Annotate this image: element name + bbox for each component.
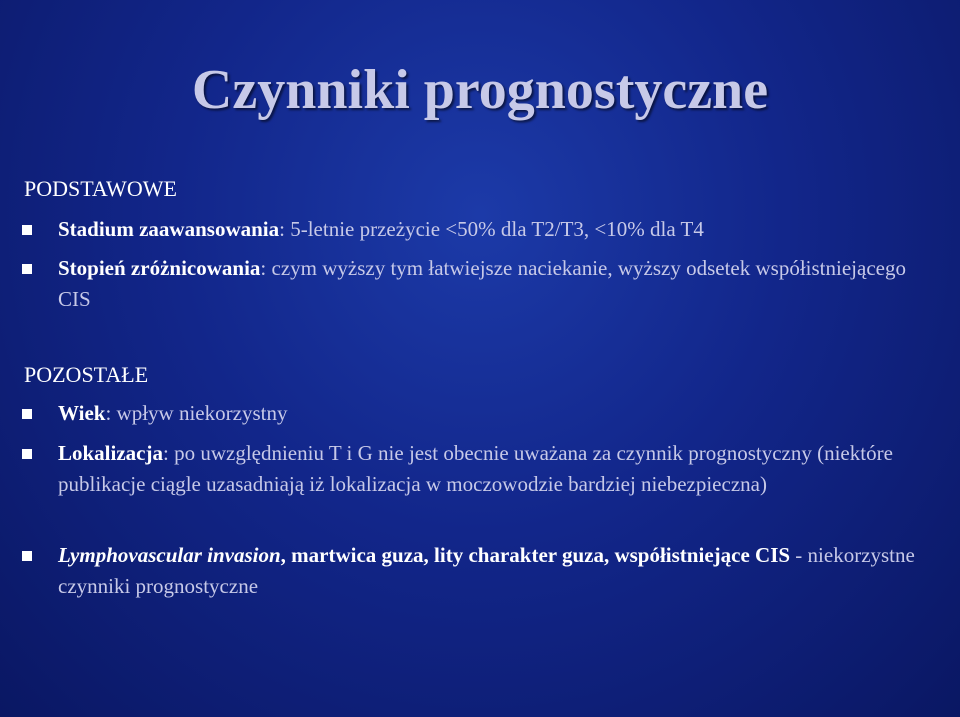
bullet-item-differentiation [22, 253, 927, 315]
bullet-term: Lokalizacja [58, 441, 163, 465]
bullet-text [58, 438, 902, 500]
bullet-description: : wpływ niekorzystny [105, 401, 288, 425]
bullet-text [58, 540, 927, 602]
bullet-item-location [22, 438, 902, 500]
bullet-description: : po uwzględnieniu T i G nie jest obecnie uważana za czynnik prognostyczny (niektóre publikacje ciągle uzasadniają iż lokalizacja w moczowodzie bardziej niebezpieczna) [58, 441, 893, 496]
bullet-term-continued: , martwica guza, lity charakter guza, współistniejące CIS [280, 543, 791, 567]
bullet-text [58, 214, 927, 245]
bullet-square-icon [22, 264, 32, 274]
bullet-square-icon [22, 225, 32, 235]
bullet-square-icon [22, 551, 32, 561]
bullet-term: Stopień zróżnicowania [58, 256, 261, 280]
bullet-item-lvi [22, 540, 927, 602]
section-heading-other: POZOSTAŁE [24, 362, 149, 387]
bullet-term: Lymphovascular invasion [58, 543, 281, 567]
bullet-description: : czym wyższy tym łatwiejsze naciekanie, wyższy odsetek współistniejącego CIS [58, 256, 906, 311]
bullet-item-age [22, 398, 927, 429]
bullet-description: - niekorzystne czynniki prognostyczne [58, 543, 915, 598]
slide-title: Czynniki prognostyczne [191, 59, 769, 121]
bullet-square-icon [22, 449, 32, 459]
bullet-square-icon [22, 409, 32, 419]
bullet-term: Wiek [58, 401, 106, 425]
bullet-item-stage [22, 214, 927, 245]
bullet-description: : 5-letnie przeżycie <50% dla T2/T3, <10% dla T4 [279, 217, 704, 241]
bullet-text [58, 398, 927, 429]
bullet-text [58, 253, 927, 315]
bullet-term: Stadium zaawansowania [58, 217, 280, 241]
section-heading-basic: PODSTAWOWE [24, 176, 177, 201]
